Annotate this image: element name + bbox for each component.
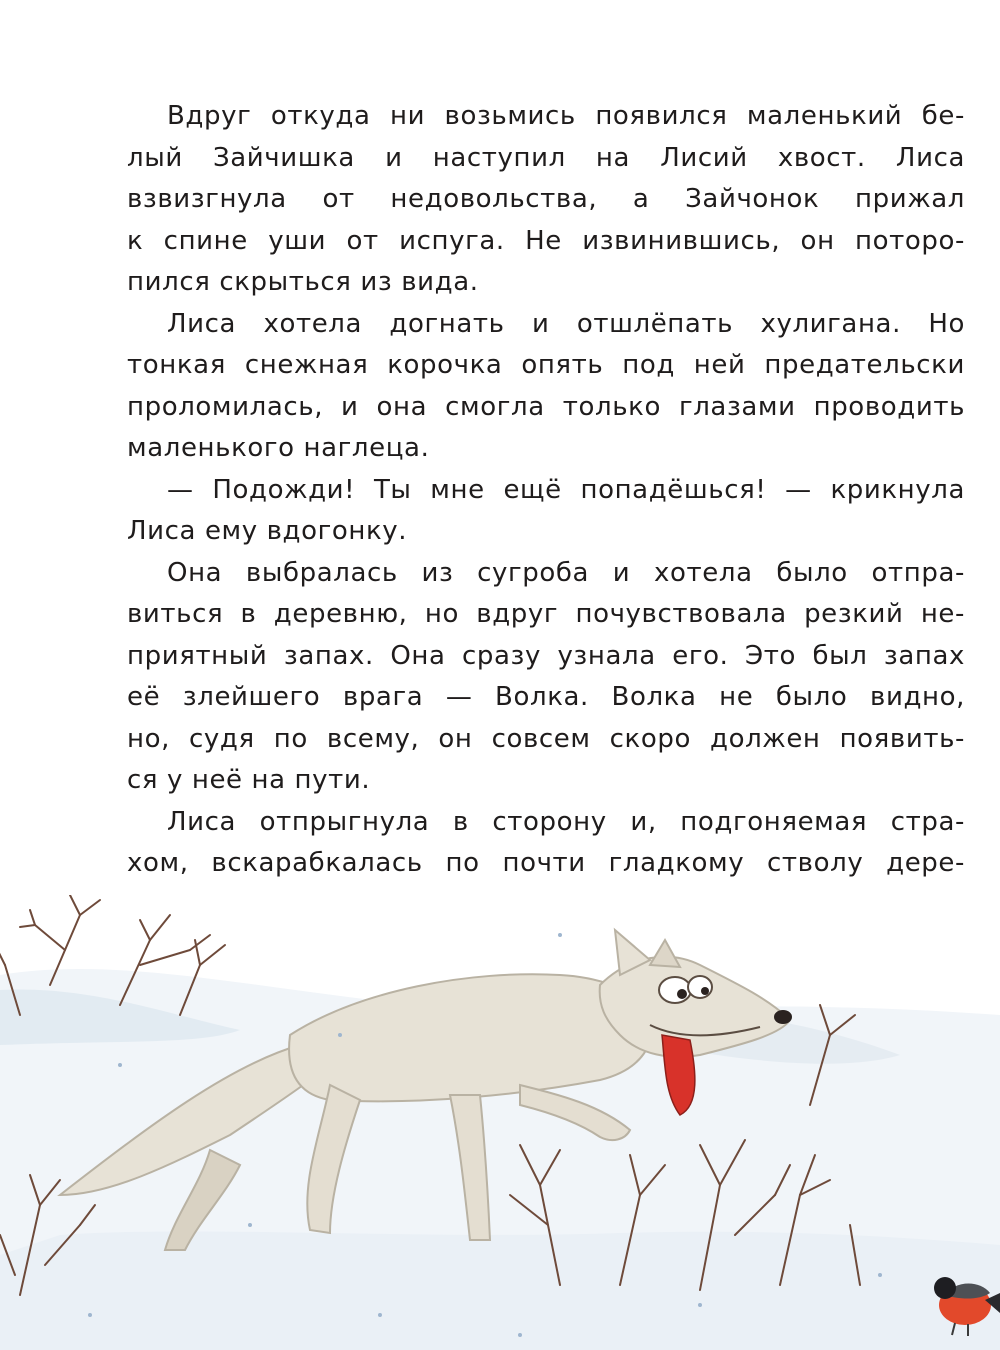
wolf-pupil bbox=[701, 987, 709, 995]
text-line: Лиса ему вдогонку. bbox=[127, 516, 408, 546]
text-line: хом, вскарабкалась по почти гладкому стволу дере- bbox=[127, 848, 965, 878]
text-line: Лиса отпрыгнула в сторону и, подгоняемая стра- bbox=[167, 806, 965, 837]
text-line: но, судя по всему, он совсем скоро должен появить- bbox=[127, 723, 965, 754]
paragraph-3 bbox=[127, 470, 965, 553]
paragraph-4 bbox=[127, 553, 965, 802]
paragraph-1 bbox=[127, 96, 965, 304]
wolf-pupil bbox=[677, 989, 687, 999]
text-line: виться в деревню, но вдруг почувствовала резкий не- bbox=[127, 599, 965, 629]
text-line: приятный запах. Она сразу узнала его. Это был запах bbox=[127, 640, 965, 671]
text-line: тонкая снежная корочка опять под ней предательски bbox=[127, 350, 965, 380]
paragraph-5 bbox=[127, 802, 965, 885]
wolf-eye bbox=[688, 976, 712, 998]
text-line: пился скрыться из вида. bbox=[127, 267, 479, 297]
text-line: к спине уши от испуга. Не извинившись, он поторо- bbox=[127, 225, 965, 256]
text-line: маленького наглеца. bbox=[127, 433, 430, 463]
wolf-ear bbox=[650, 940, 680, 967]
text-line: проломилась, и она смогла только глазами проводить bbox=[127, 391, 965, 422]
text-line: Она выбралась из сугроба и хотела было отпра- bbox=[167, 557, 965, 588]
text-line: — Подожди! Ты мне ещё попадёшься! — крикнула bbox=[167, 474, 965, 505]
wolf-nose bbox=[774, 1010, 792, 1024]
snow-shadow bbox=[0, 1231, 1000, 1350]
text-line: Лиса хотела догнать и отшлёпать хулигана. Но bbox=[167, 308, 965, 339]
story-text bbox=[127, 96, 965, 885]
text-line: ся у неё на пути. bbox=[127, 765, 371, 795]
text-line: её злейшего врага — Волка. Волка не было видно, bbox=[127, 682, 965, 712]
text-line: лый Зайчишка и наступил на Лисий хвост. Лиса bbox=[127, 142, 965, 173]
text-line: Вдруг откуда ни возьмись появился маленький бе- bbox=[167, 101, 965, 131]
text-line: взвизгнула от недовольства, а Зайчонок прижал bbox=[127, 184, 965, 214]
wolf-illustration bbox=[0, 895, 1000, 1350]
wolf-eye bbox=[659, 977, 691, 1003]
paragraph-2 bbox=[127, 304, 965, 470]
